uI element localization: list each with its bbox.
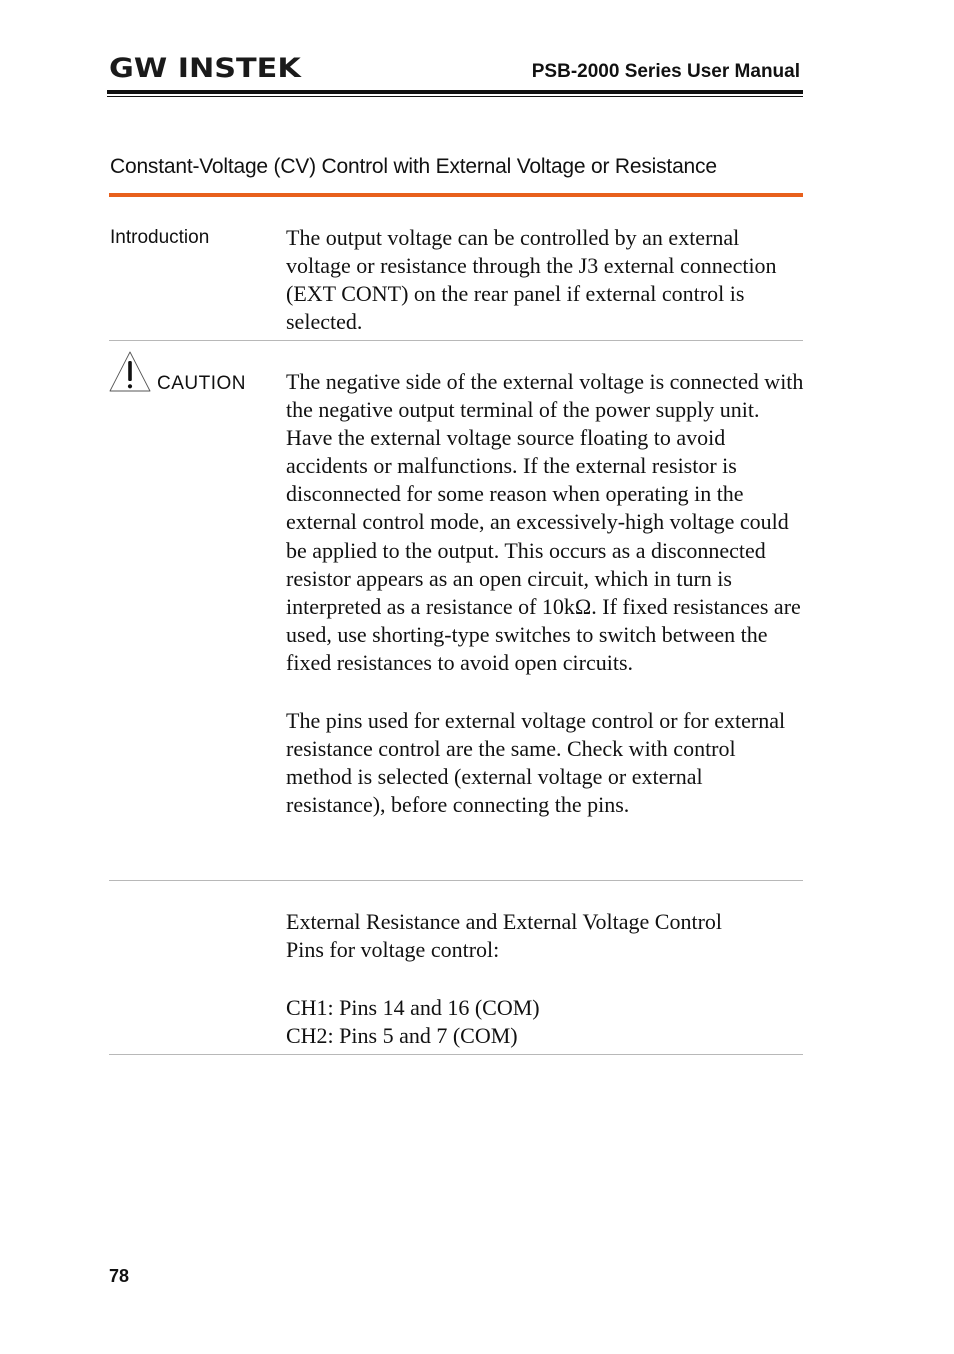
- pins-line-3: CH1: Pins 14 and 16 (COM): [286, 995, 540, 1021]
- page-number: 78: [109, 1266, 130, 1286]
- manual-title: PSB-2000 Series User Manual: [531, 61, 800, 82]
- row-divider: [109, 880, 803, 881]
- section-accent-rule: [109, 193, 803, 197]
- header-rule: [107, 90, 803, 94]
- section-heading: Constant-Voltage (CV) Control with External Voltage or Resistance: [110, 155, 717, 178]
- header-rule-thin: [107, 96, 803, 97]
- pins-line-1: External Resistance and External Voltage Control: [286, 909, 723, 934]
- warning-triangle-icon: [108, 349, 152, 393]
- caution-text: [286, 368, 806, 819]
- brand-logo: GW INSTEK: [109, 53, 301, 84]
- introduction-paragraph: The output voltage can be controlled by an external voltage or resistance through the J3 external connection (EXT CONT) on the rear panel if external control is selected.: [286, 225, 777, 335]
- introduction-text: [286, 224, 806, 336]
- pins-line-2: Pins for voltage control:: [286, 937, 500, 963]
- introduction-label: Introduction: [110, 227, 210, 248]
- caution-paragraph-1: The negative side of the external voltage is connected with the negative output terminal of the power supply unit. Have the external voltage source floating to avoid accidents or malfunctions. If the external resistor is disconnected for some reason when operating in the external control mode, an excessively-high voltage could be applied to the output. This occurs as a disconnected resistor appears as an open circuit, which in turn is interpreted as a resistance of 10kΩ. If fixed resistances are used, use shorting-type switches to switch between the fixed resistances to avoid open circuits.: [286, 369, 804, 675]
- caution-paragraph-2: The pins used for external voltage control or for external resistance control are the same. Check with control method is selected (external voltage or external resistance), before connecting the pins.: [286, 708, 786, 818]
- pins-text: [286, 908, 806, 1050]
- caution-label: CAUTION: [157, 373, 246, 394]
- row-divider: [109, 1054, 803, 1055]
- row-divider: [109, 340, 803, 341]
- pins-line-4: CH2: Pins 5 and 7 (COM): [286, 1023, 518, 1049]
